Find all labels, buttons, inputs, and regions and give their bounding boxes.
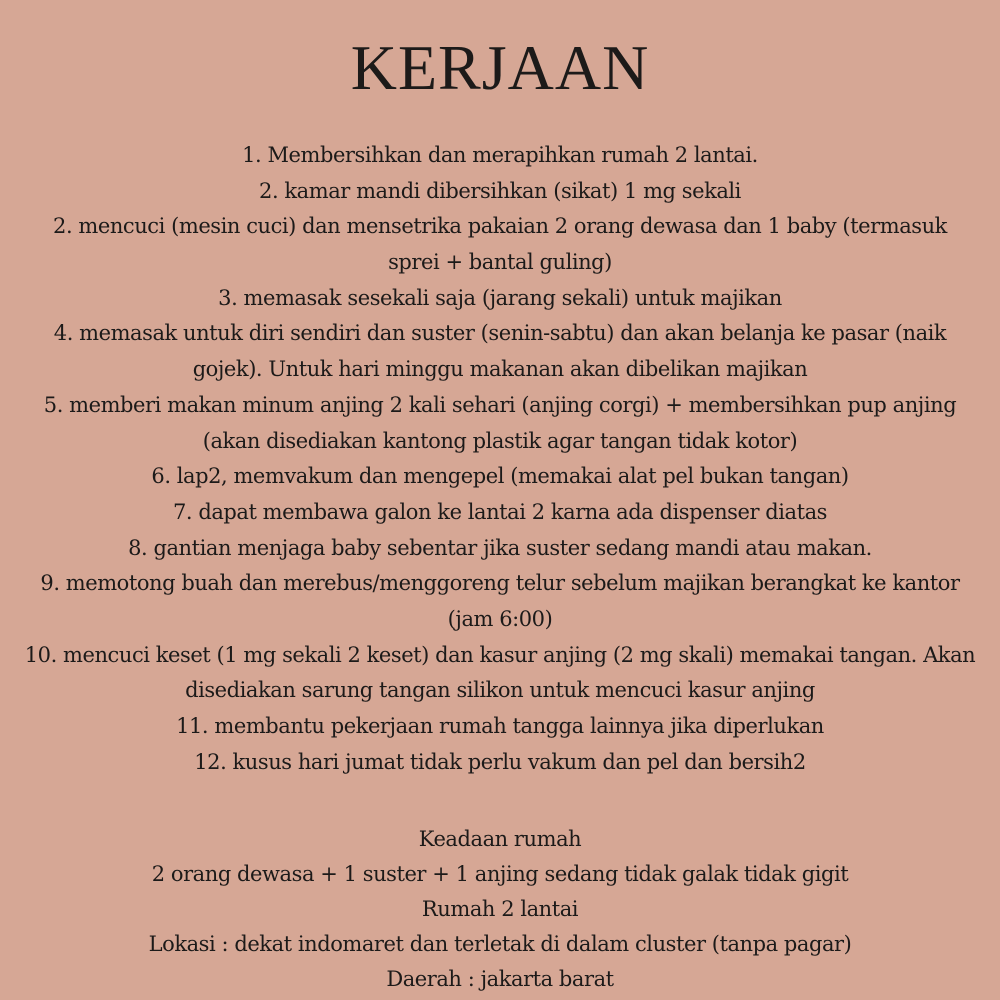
task-line: 5. memberi makan minum anjing 2 kali sehari (anjing corgi) + membersihkan pup anjing xyxy=(43,392,957,417)
info-line: Daerah : jakarta barat xyxy=(386,967,614,991)
task-line: (jam 6:00) xyxy=(447,606,553,631)
task-line: 3. memasak sesekali saja (jarang sekali) untuk majikan xyxy=(218,285,782,310)
task-line: 1. Membersihkan dan merapihkan rumah 2 lantai. xyxy=(242,143,758,167)
task-line: 7. dapat membawa galon ke lantai 2 karna ada dispenser diatas xyxy=(172,499,827,524)
task-list xyxy=(0,138,1000,780)
info-heading: Keadaan rumah xyxy=(418,827,582,851)
info-line: Lokasi : dekat indomaret dan terletak di dalam cluster (tanpa pagar) xyxy=(148,932,852,956)
task-line: 10. mencuci keset (1 mg sekali 2 keset) dan kasur anjing (2 mg skali) memakai tangan. Akan xyxy=(24,642,976,667)
task-line: 4. memasak untuk diri sendiri dan suster (senin-sabtu) dan akan belanja ke pasar (naik xyxy=(53,321,947,346)
house-info xyxy=(0,822,1000,997)
task-line: disediakan sarung tangan silikon untuk mencuci kasur anjing xyxy=(185,678,815,703)
task-line: 2. mencuci (mesin cuci) dan mensetrika pakaian 2 orang dewasa dan 1 baby (termasuk xyxy=(53,214,947,239)
task-line: 2. kamar mandi dibersihkan (sikat) 1 mg sekali xyxy=(259,178,741,203)
info-line: 2 orang dewasa + 1 suster + 1 anjing sedang tidak galak tidak gigit xyxy=(151,862,849,886)
info-line: Rumah 2 lantai xyxy=(421,897,579,921)
task-line: gojek). Untuk hari minggu makanan akan dibelikan majikan xyxy=(192,357,808,382)
task-line: 8. gantian menjaga baby sebentar jika suster sedang mandi atau makan. xyxy=(128,535,872,560)
page-title: KERJAAN xyxy=(350,32,650,103)
task-line: 9. memotong buah dan merebus/menggoreng telur sebelum majikan berangkat ke kantor xyxy=(40,571,960,596)
task-line: sprei + bantal guling) xyxy=(388,250,612,275)
task-line: 12. kusus hari jumat tidak perlu vakum dan pel dan bersih2 xyxy=(194,749,806,774)
task-line: (akan disediakan kantong plastik agar tangan tidak kotor) xyxy=(202,428,798,453)
task-line: 6. lap2, memvakum dan mengepel (memakai alat pel bukan tangan) xyxy=(151,464,849,489)
task-line: 11. membantu pekerjaan rumah tangga lainnya jika diperlukan xyxy=(176,714,824,738)
